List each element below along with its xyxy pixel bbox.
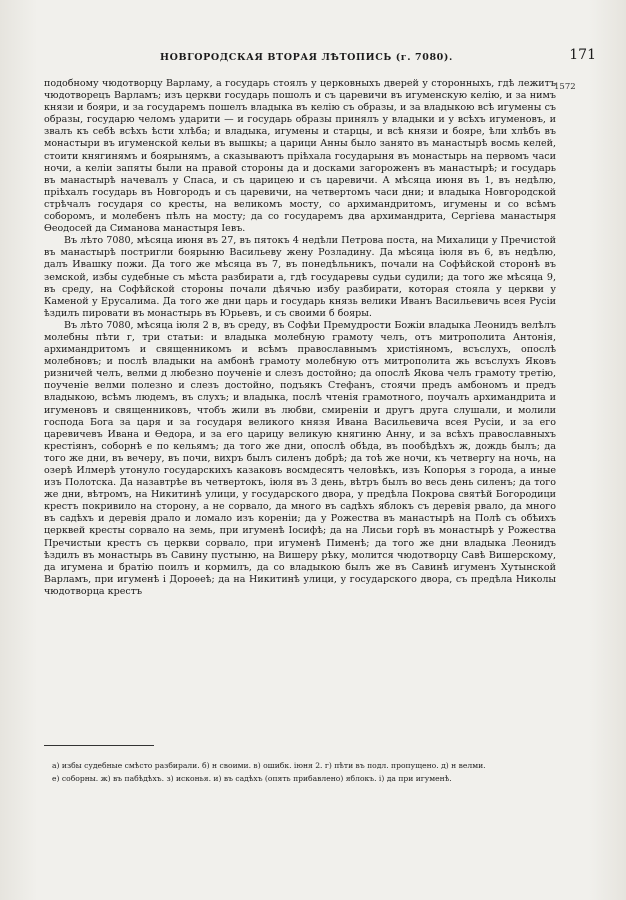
footnote-line: е) соборны. ж) въ пабѣдѣхъ. з) исконья. и) въ садѣхъ (опять прибавлено) яблокъ. і) да при игуменѣ. <box>52 774 452 783</box>
footnote-divider <box>44 745 154 746</box>
running-title: НОВГОРОДСКАЯ ВТОРАЯ ЛѢТОПИСЬ (г. 7080). <box>160 52 453 63</box>
paragraph: Въ лѣто 7080, мѣсяца іюля 2 в, въ среду, въ Софѣи Премудрости Божіи владыка Леонидъ велѣлъ молебны пѣти г, три статьи: и владыка молебную грамоту челъ, отъ митрополита Антонія, архимандритомъ и священникомъ и всѣмъ православнымъ христіяномъ, всъслухъ, опослѣ молебновъ; и послѣ владыки на амбонѣ грамоту молебную отъ митрополита жь всъслухъ Яковъ ризничей челъ, велми д любезно поученіе и слезъ достойно; да опослѣ Якова челъ грамоту третію, поученіе велми полезно и слезъ достойно, подъякъ Стефанъ, стоячи предъ амбономъ и предъ владыкою, всѣмъ людемъ, въ слухъ; и владыка, послѣ чтенія грамотного, поучалъ архимандрита и игуменовъ и священниковъ, чтобъ жили въ любви, смиреніи и другъ друга слушали, и молили господа Бога за царя и за государя великого князя Ивана Васильевича всея Русіи, и за его царевичевъ Ивана и Ѳедора, и за его царицу великую княгиню Анну, и за всѣхъ православныхъ крестіянъ, соборнѣ е по кельямъ; да того же дни, опослѣ обѣда, въ пообѣдѣхъ ж, дождь былъ; да того же дни, въ вечеру, въ почи, вихръ былъ силенъ добрѣ; да тоѣ же ночи, къ четвергу на ночь, на озерѣ Илмерѣ утонуло государскихъ казаковъ восмдесятъ человѣкъ, изъ Копорья з города, а иные изъ Полотска. Да назавтрѣе въ четвертокъ, іюля въ 3 день, вѣтръ былъ во весь день силенъ; да того же дни, вѣтромъ, на Никитинѣ улици, у государского двора, у предѣла Покрова святѣй Богородици крестъ покривило на сторону, а не сорвало, да много въ садѣхъ яблокъ съ деревія рвало, да много въ садѣхъ и деревія драло и ломало изъ кореніи; да у Рожества въ манастырѣ на Полѣ съ обѣихъ церквей кресты сорвало на земь, при игуменѣ Іосифѣ; да на Лисьи горѣ въ монастырѣ у Рожества Пречистыи крестъ съ церкви сорвало, при игуменѣ Пименѣ; да того же дни владыка Леонидъ ѣздилъ въ монастырь въ Савину пустыню, на Вишеру рѣку, молится чюдотворцу Савѣ Вишерскому, да игумена и братію поилъ и кормилъ, да со владыкою былъ же въ Савинѣ игуменъ Хутынской Варламъ, при игуменѣ і Дороѳеѣ; да на Никитинѣ улици, у государского двора, съ предѣла Николы чюдотворца крестъ <box>44 319 556 597</box>
margin-year-note: 1572 <box>554 82 576 92</box>
paragraph: Въ лѣто 7080, мѣсяца июня въ 27, въ пятокъ 4 недѣли Петрова поста, на Михалици у Пречистой въ манастырѣ постригли боярыню Васильеву жену Розладину. Да мѣсяца іюля въ 6, въ недѣлю, далъ Ивашку пожи. Да того же мѣсяца въ 7, въ понедѣльникъ, почали на Софѣйской сторонѣ въ земской, избы судебные съ мѣста разбирати а, гдѣ государевы судьи судили; да того же мѣсяца 9, въ среду, на Софѣйской стороны почали дѣячью избу разбирати, которая стояла у церкви у Каменой у Ерусалима. Да того же дни царь и государь князь велики Иванъ Васильевичь всея Русіи ѣздилъ пировати въ монастырь въ Юрьевъ, и съ своими б бояры. <box>44 235 556 319</box>
footnotes <box>52 759 572 785</box>
page-number: 171 <box>569 47 596 63</box>
page-header <box>40 47 596 70</box>
chronicle-text <box>44 78 556 598</box>
paragraph: подобному чюдотворцу Варламу, а государь стоялъ у церковныхъ дверей у сторонныхъ, гдѣ лежитъ чюдотворецъ Варламъ; изъ церкви государь пошолъ и съ царевичи въ игуменскую келію, и за нимъ князи и бояри, и за государемъ пошелъ владыка въ келію съ образы, и за владыкою всѣ игумены съ образы, государю челомъ ударити — и государь образы принялъ у владыки и у всѣхъ игуменовъ, и звалъ къ себѣ всѣхъ ѣсти хлѣба; и владыка, игумены и старцы, и всѣ князи и бояре, ѣли хлѣбъ въ монастыри въ игуменской кельи въ вышкы; а царици Анны было занято въ манастырѣ восмь келей, стоити княгинямъ и боярынямъ, а сказываютъ пріѣхала государыня въ монастырь на первомъ часи ночи, а келіи запяты были на правой стороны да и досками загороженъ въ манастырѣ; и государь въ манастырѣ начевалъ у Спаса, и съ царицею и съ царевичи. А мѣсяца июня въ 1, въ недѣлю, пріѣхалъ государь въ Новгородъ и съ царевичи, на четвертомъ часи дни; и владыка Новгородской стрѣчалъ государя со кресты, на великомъ мосту, со архимандритомъ, игумены и со всѣмъ соборомъ, и молебенъ пѣлъ на мосту; да со государемъ два архимандрита, Сергіева манастыря Ѳеодосей да Симанова манастыря Іевъ. <box>44 78 556 235</box>
footnote-line: а) избы судебные смѣсто разбирали. б) н своими. в) ошибк. іюня 2. г) пѣти въ подл. пропущено. д) н велми. <box>52 761 486 770</box>
